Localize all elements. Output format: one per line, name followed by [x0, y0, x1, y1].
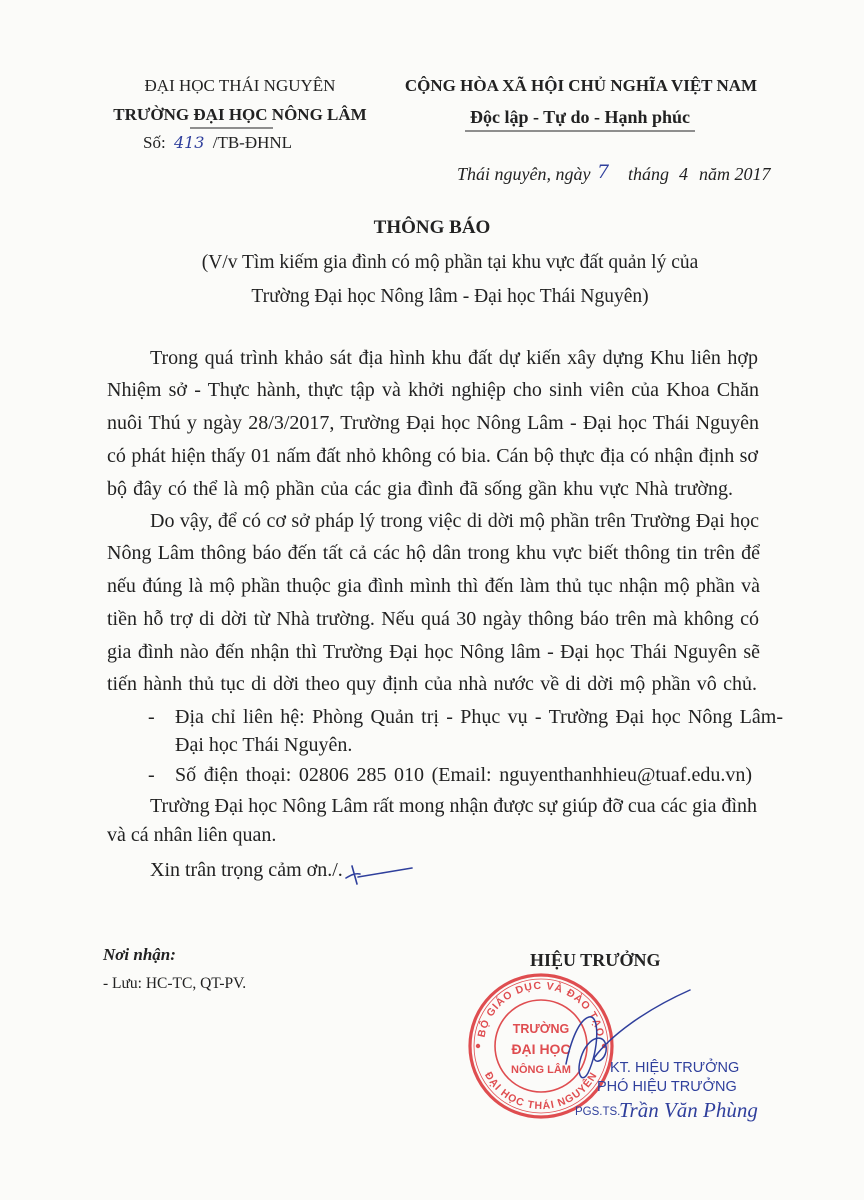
closing-line [150, 793, 757, 819]
paragraph-2-line [107, 573, 760, 599]
paragraph-2-line [107, 639, 760, 665]
seal-separator-dot [602, 1044, 606, 1048]
date-day-handwritten: 7 [597, 161, 610, 183]
line-text: có phát hiện thấy 01 nấm đất nhỏ không có bia. Cán bộ thực địa có nhận định sơ [107, 445, 758, 467]
line-text: Nhiệm sở - Thực hành, thực tập và khởi nghiệp cho sinh viên của Khoa Chăn [107, 379, 759, 401]
seal-inner-line-1: TRƯỜNG [512, 1022, 570, 1036]
paragraph-1-line [107, 443, 758, 469]
paragraph-2-line [107, 606, 759, 632]
subject-line-1: (V/v Tìm kiếm gia đình có mộ phần tại khu vực đất quản lý của [201, 252, 699, 273]
thanks-line: Xin trân trọng cảm ơn./. [150, 859, 343, 881]
number-label: Số: [143, 133, 166, 152]
document-number [143, 132, 292, 154]
seal-inner-line-2: ĐẠI HỌC [511, 1041, 571, 1057]
stamp-line-2: PHÓ HIỆU TRƯỞNG [597, 1079, 737, 1095]
line-text: bộ đây có thể là mộ phần của các gia đình đã sống gần khu vực Nhà trường. [107, 478, 733, 500]
stamp-line-1: KT. HIỆU TRƯỞNG [610, 1060, 740, 1076]
date-place-day-label: Thái nguyên, ngày [457, 164, 591, 184]
contact-bullet: - [148, 764, 155, 786]
contact-address-line: Đại học Thái Nguyên. [175, 734, 353, 756]
line-text: Trường Đại học Nông Lâm rất mong nhận được sự giúp đỡ cua các gia đình [150, 795, 757, 817]
contact-bullet: - [148, 706, 155, 728]
seal-top-text [476, 980, 607, 1039]
seal-separator-dot [476, 1044, 480, 1048]
line-text: nếu đúng là mộ phần thuộc gia đình mình thì đến làm thủ tục nhận mộ phần và [107, 575, 760, 597]
seal-inner-line-3: NÔNG LÂM [511, 1064, 571, 1076]
closing-line: và cá nhân liên quan. [107, 824, 277, 846]
line-text: Số điện thoại: 02806 285 010 (Email: nguyenthanhhieu@tuaf.edu.vn) [175, 764, 752, 786]
national-motto: Độc lập - Tự do - Hạnh phúc [469, 107, 691, 127]
paragraph-2-line [150, 508, 759, 534]
seal-rings [470, 975, 612, 1117]
recipients-item: - Lưu: HC-TC, QT-PV. [103, 975, 247, 992]
subject-line-2: Trường Đại học Nông lâm - Đại học Thái Nguyên) [251, 286, 649, 307]
agency-name: ĐẠI HỌC THÁI NGUYÊN [144, 76, 336, 95]
country-name: CỘNG HÒA XÃ HỘI CHỦ NGHĨA VIỆT NAM [404, 76, 758, 95]
paragraph-1-line [107, 476, 733, 502]
line-text: nuôi Thú y ngày 28/3/2017, Trường Đại học Nông Lâm - Đại học Thái Nguyên [107, 412, 759, 434]
line-text: Nông Lâm thông báo đến tất cả các hộ dân trong khu vực biết thông tin trên để [107, 542, 760, 564]
number-handwritten: 413 [173, 133, 205, 152]
paragraph-1-line [150, 345, 758, 371]
signer-name: Trần Văn Phùng [619, 1098, 758, 1122]
seal-outer-thin-ring [474, 979, 608, 1113]
date-year-label: năm 2017 [699, 164, 771, 184]
document-title: THÔNG BÁO [373, 217, 491, 238]
paragraph-2-line [107, 540, 760, 566]
stamp-degree: PGS.TS. [575, 1106, 621, 1118]
seal-top-text-path: BỘ GIÁO DỤC VÀ ĐÀO TẠO [475, 979, 607, 1039]
seal-inner-ring [495, 1000, 587, 1092]
line-text: Do vậy, để có cơ sở pháp lý trong việc di dời mộ phần trên Trường Đại học [150, 510, 759, 532]
line-text: tiến hành thủ tục di dời theo quy định của nhà nước về di dời mộ phần vô chủ. [107, 673, 757, 695]
recipients-label: Nơi nhận: [103, 945, 176, 964]
initial-scribble [346, 866, 412, 884]
paragraph-2-line [107, 671, 757, 697]
school-name: TRƯỜNG ĐẠI HỌC NÔNG LÂM [113, 105, 367, 124]
line-text: tiền hỗ trợ di dời từ Nhà trường. Nếu quá 30 ngày thông báo trên mà không có [107, 608, 759, 630]
line-text: Địa chỉ liên hệ: Phòng Quản trị - Phục vụ - Trường Đại học Nông Lâm- [175, 706, 783, 728]
contact-address-line [175, 704, 783, 730]
date-month-label: tháng [628, 164, 670, 184]
line-text: Trong quá trình khảo sát địa hình khu đất dự kiến xây dựng Khu liên hợp [150, 347, 758, 369]
date-month: 4 [679, 164, 688, 184]
signer-title: HIỆU TRƯỞNG [530, 950, 661, 970]
paragraph-1-line [107, 377, 759, 403]
seal-bottom-text-path: ĐẠI HỌC THÁI NGUYÊN [482, 1069, 600, 1113]
line-text: gia đình nào đến nhận thì Trường Đại học Nông lâm - Đại học Thái Nguyên sẽ [107, 641, 760, 663]
paragraph-1-line [107, 410, 759, 436]
contact-phone-line [175, 762, 752, 788]
seal-outer-ring [470, 975, 612, 1117]
number-suffix: /TB-ĐHNL [212, 133, 293, 152]
